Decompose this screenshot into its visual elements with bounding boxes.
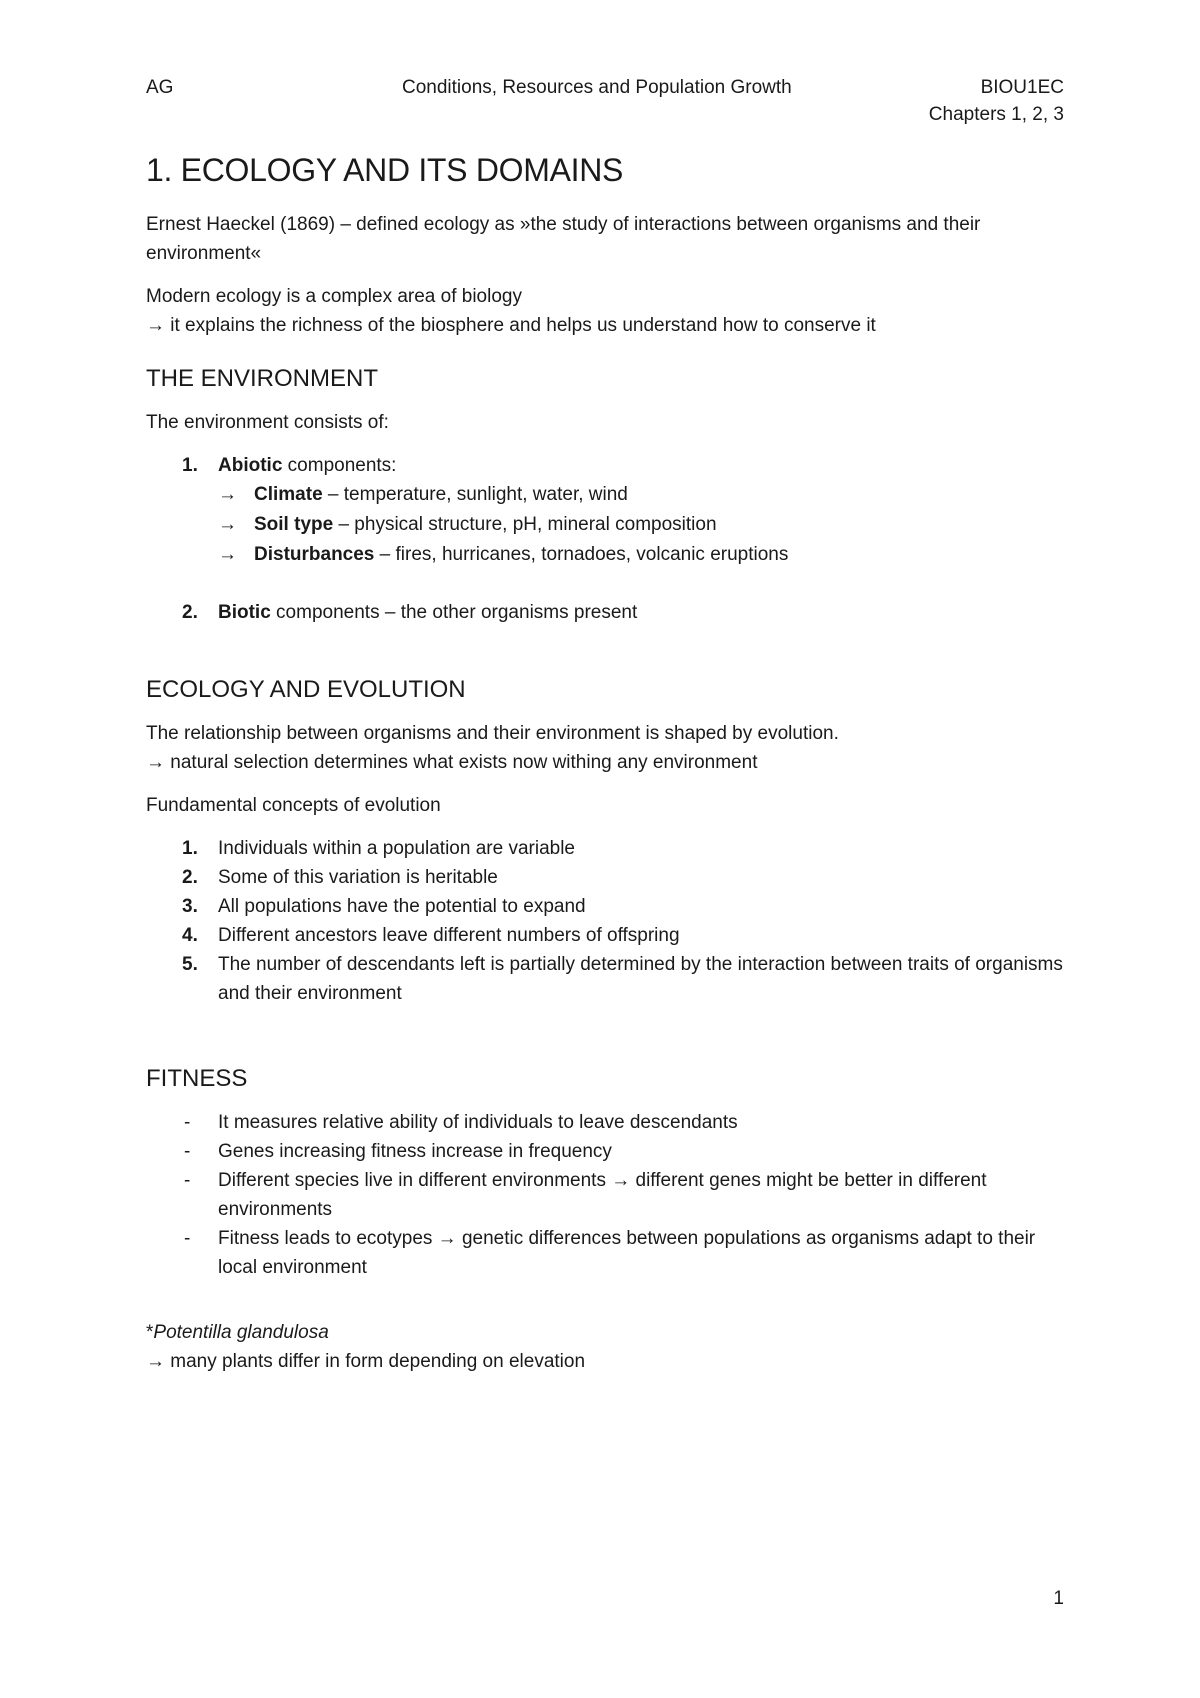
header-chapters: Chapters 1, 2, 3 — [928, 104, 1064, 125]
header-author: AG — [146, 77, 174, 98]
sub-item-climate: → Climate – temperature, sunlight, water, wind — [218, 480, 1066, 510]
page-title: 1. ECOLOGY AND ITS DOMAINS — [146, 152, 624, 188]
header-title: Conditions, Resources and Population Growth — [402, 77, 792, 98]
arrow-icon: → — [218, 484, 237, 505]
page-number: 1 — [1053, 1588, 1064, 1609]
list-item: 2. Some of this variation is heritable — [182, 867, 498, 888]
arrow-icon: → — [218, 544, 237, 565]
haeckel-line-1: Ernest Haeckel (1869) – defined ecology as »the study of interactions between organisms and their — [146, 214, 981, 235]
arrow-icon: → — [146, 315, 165, 336]
section-heading-environment: THE ENVIRONMENT — [146, 365, 379, 392]
abiotic-sublist — [218, 480, 1066, 570]
concepts-lead: Fundamental concepts of evolution — [146, 795, 441, 816]
list-item-biotic: 2. Biotic components – the other organisms present — [182, 602, 638, 623]
species-name: Potentilla glandulosa — [153, 1322, 329, 1343]
sub-item-soil-type: → Soil type – physical structure, pH, mineral composition — [218, 510, 1066, 540]
sub-item-disturbances: → Disturbances – fires, hurricanes, tornadoes, volcanic eruptions — [218, 540, 1066, 570]
list-item: 4. Different ancestors leave different numbers of offspring — [182, 925, 680, 946]
list-item-abiotic: 1. Abiotic components: → Climate – temperature, sunlight, water, wind → Soil type – physical structure, pH, mineral composition → Disturbances – fires, hurricanes, tornadoes, volcanic eruptions — [146, 451, 1066, 570]
evolution-paragraph — [146, 719, 1066, 777]
environment-lead: The environment consists of: — [146, 412, 389, 433]
modern-ecology-paragraph — [146, 282, 1066, 340]
haeckel-definition — [146, 210, 1066, 268]
modern-ecology-line-2: → it explains the richness of the biosphere and helps us understand how to conserve it — [146, 315, 876, 336]
arrow-icon: → — [146, 1351, 165, 1372]
haeckel-line-2: environment« — [146, 243, 262, 264]
header-course-code: BIOU1EC — [980, 77, 1064, 98]
potentilla-note — [146, 1318, 1066, 1376]
list-item: 1. Individuals within a population are variable — [182, 838, 576, 859]
concepts-list — [146, 834, 1066, 1008]
modern-ecology-line-1: Modern ecology is a complex area of biology — [146, 286, 522, 307]
page-content — [146, 150, 1066, 1390]
evolution-line-1: The relationship between organisms and their environment is shaped by evolution. — [146, 723, 839, 744]
list-item: - Genes increasing fitness increase in frequency — [184, 1141, 612, 1162]
list-item: 3. All populations have the potential to expand — [182, 896, 586, 917]
list-item: 5. The number of descendants left is partially determined by the interaction between traits of organisms and their environment — [182, 954, 1063, 1004]
arrow-icon: → — [146, 752, 165, 773]
list-item: - Different species live in different environments → different genes might be better in different environments — [184, 1170, 987, 1220]
list-item: - Fitness leads to ecotypes → genetic differences between populations as organisms adapt to their local environment — [184, 1228, 1036, 1278]
species-explanation: → many plants differ in form depending on elevation — [146, 1351, 586, 1372]
species-line: *Potentilla glandulosa — [146, 1322, 329, 1343]
evolution-line-2: → natural selection determines what exists now withing any environment — [146, 752, 758, 773]
fitness-list — [146, 1108, 1066, 1282]
arrow-icon: → — [218, 514, 237, 535]
section-heading-evolution: ECOLOGY AND EVOLUTION — [146, 676, 466, 703]
list-item: - It measures relative ability of individuals to leave descendants — [184, 1112, 738, 1133]
section-heading-fitness: FITNESS — [146, 1065, 248, 1092]
environment-list — [146, 451, 1066, 627]
